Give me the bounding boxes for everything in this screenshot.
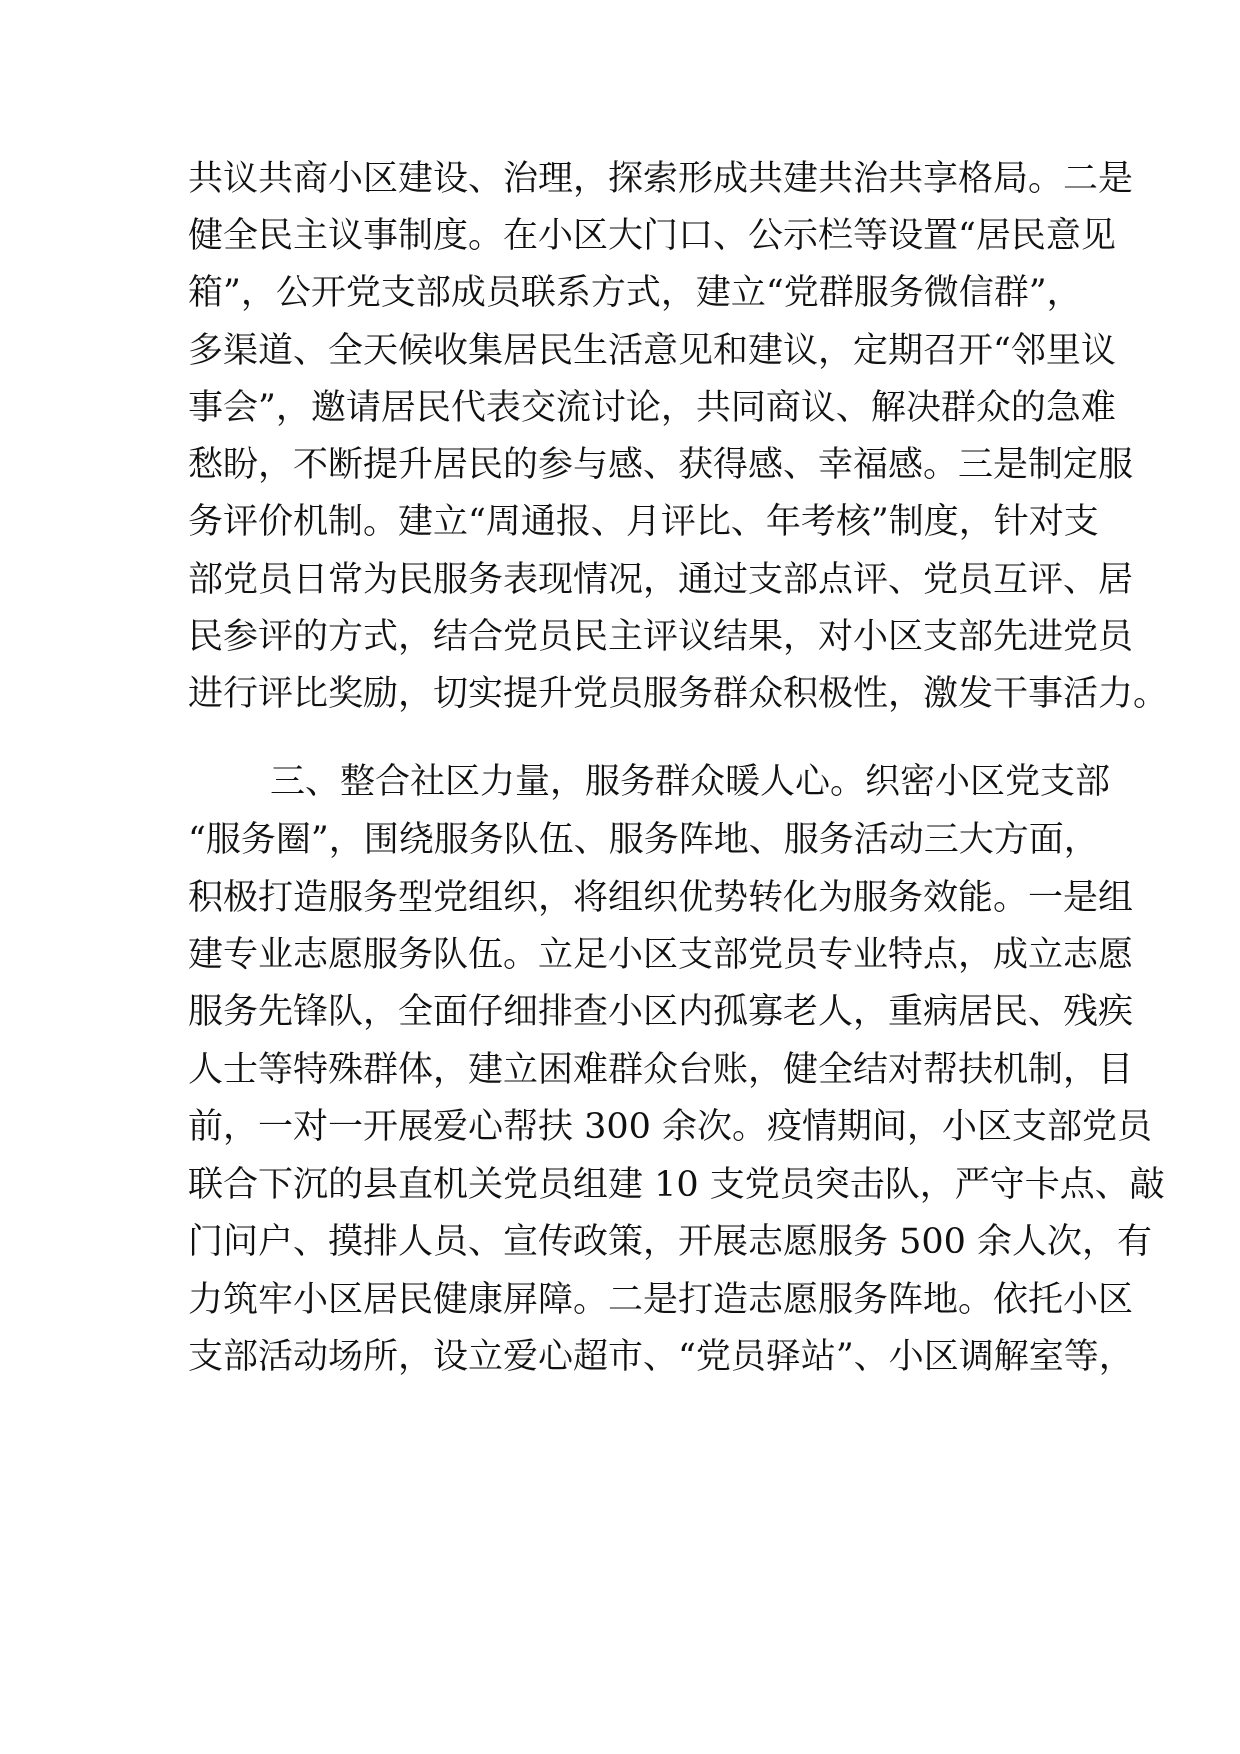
paragraph-1-line-8: 部党员日常为民服务表现情况，通过支部点评、党员互评、居: [188, 560, 1134, 600]
paragraph-1-line-7: 务评价机制。建立“周通报、月评比、年考核”制度，针对支: [188, 502, 1099, 542]
paragraph-1-line-1: 共议共商小区建设、治理，探索形成共建共治共享格局。二是: [188, 159, 1134, 199]
paragraph-1-line-4: 多渠道、全天候收集居民生活意见和建议，定期召开“邻里议: [188, 331, 1116, 371]
paragraph-1-line-5: 事会”，邀请居民代表交流讨论，共同商议、解决群众的急难: [188, 388, 1116, 428]
paragraph-2-line-1: 三、整合社区力量，服务群众暖人心。织密小区党支部: [270, 762, 1111, 802]
paragraph-1-line-10: 进行评比奖励，切实提升党员服务群众积极性，激发干事活力。: [188, 674, 1169, 714]
paragraph-1-line-3: 箱”，公开党支部成员联系方式，建立“党群服务微信群”，: [188, 273, 1082, 313]
paragraph-1-line-9: 民参评的方式，结合党员民主评议结果，对小区支部先进党员: [188, 617, 1134, 657]
paragraph-2-line-7: 前，一对一开展爱心帮扶 300 余次。疫情期间，小区支部党员: [188, 1107, 1153, 1147]
paragraph-2-line-2: “服务圈”，围绕服务队伍、服务阵地、服务活动三大方面，: [188, 820, 1099, 860]
paragraph-2-line-5: 服务先锋队，全面仔细排查小区内孤寡老人，重病居民、残疾: [188, 992, 1134, 1032]
paragraph-2-line-9: 门问户、摸排人员、宣传政策，开展志愿服务 500 余人次，有: [188, 1222, 1153, 1262]
paragraph-2-line-11: 支部活动场所，设立爱心超市、“党员驿站”、小区调解室等，: [188, 1337, 1134, 1377]
paragraph-2-line-6: 人士等特殊群体，建立困难群众台账，健全结对帮扶机制，目: [188, 1050, 1134, 1090]
paragraph-1-line-6: 愁盼，不断提升居民的参与感、获得感、幸福感。三是制定服: [188, 445, 1134, 485]
paragraph-2-line-10: 力筑牢小区居民健康屏障。二是打造志愿服务阵地。依托小区: [188, 1280, 1134, 1320]
paragraph-2-line-3: 积极打造服务型党组织，将组织优势转化为服务效能。一是组: [188, 878, 1134, 918]
paragraph-2-line-8: 联合下沉的县直机关党员组建 10 支党员突击队，严守卡点、敲: [188, 1165, 1165, 1205]
paragraph-1-line-2: 健全民主议事制度。在小区大门口、公示栏等设置“居民意见: [188, 216, 1116, 256]
paragraph-2-line-4: 建专业志愿服务队伍。立足小区支部党员专业特点，成立志愿: [188, 935, 1134, 975]
